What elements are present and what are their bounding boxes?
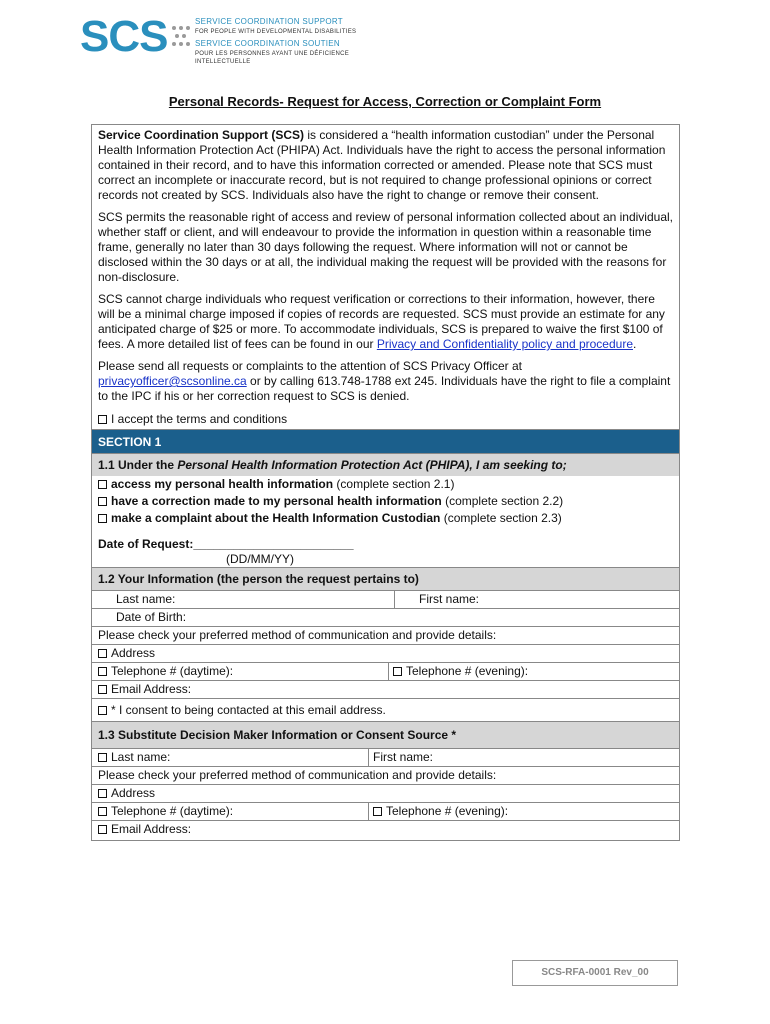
sdm-last-name-field[interactable] — [98, 749, 368, 766]
option-access-checkbox[interactable] — [98, 480, 107, 489]
option-correction[interactable] — [98, 493, 673, 510]
intro-p4-text: Please send all requests or complaints to the attention of SCS Privacy Officer at — [98, 359, 522, 373]
address-row[interactable] — [92, 644, 679, 662]
consent-label: * I consent to being contacted at this email address. — [111, 703, 386, 717]
section-1-3-header: 1.3 Substitute Decision Maker Information or Consent Source * — [92, 721, 679, 748]
s11-label: 1.1 Under the — [98, 458, 178, 472]
dob-field[interactable]: Date of Birth: — [92, 608, 679, 626]
tel-eve-checkbox[interactable] — [393, 667, 402, 676]
pref-method-label: Please check your preferred method of communication and provide details: — [92, 626, 679, 644]
tel-eve-label: Telephone # (evening): — [406, 664, 529, 678]
sdm-email-checkbox[interactable] — [98, 825, 107, 834]
sdm-last-name-label: Last name: — [111, 750, 171, 764]
telephone-row — [92, 662, 679, 680]
logo-line-3: SERVICE COORDINATION SOUTIEN — [195, 39, 341, 48]
sdm-tel-eve-checkbox[interactable] — [373, 807, 382, 816]
tel-day-field[interactable] — [98, 663, 388, 680]
accept-label: I accept the terms and conditions — [111, 412, 288, 426]
logo-line-4: POUR LES PERSONNES AYANT UNE DÉFICIENCE INTELLECTUELLE — [195, 51, 350, 65]
form-title: Personal Records- Request for Access, Correction or Complaint Form — [168, 94, 602, 109]
sdm-first-name-field[interactable]: First name: — [368, 749, 433, 766]
option-correction-label: have a correction made to my personal health information — [111, 494, 442, 508]
sdm-address-checkbox[interactable] — [98, 789, 107, 798]
email-label: Email Address: — [111, 682, 192, 696]
privacy-policy-link[interactable]: Privacy and Confidentiality policy and procedure — [376, 337, 633, 351]
intro-p1-text: is considered a “health information custodian” under the Personal Health Information Protection Act (PHIPA) Act. Individuals have the right to access the personal information contained in their record, and to have this information corrected or amended. Please note that SCS must correct an incomplete or inaccurate record, but is not required to change professional opinions or correct records not created by SCS. Individuals also have the right to change or remove their consent. — [98, 128, 666, 202]
name-row — [92, 590, 679, 608]
sdm-tel-day-label: Telephone # (daytime): — [111, 804, 234, 818]
privacy-email-link[interactable]: privacyofficer@scsonline.ca — [98, 374, 247, 388]
address-label: Address — [111, 646, 156, 660]
option-correction-checkbox[interactable] — [98, 497, 107, 506]
section-1-1-header — [92, 453, 679, 476]
s11-act: Personal Health Information Protection Act (PHIPA), I am seeking to; — [177, 458, 567, 472]
option-access-label: access my personal health information — [111, 477, 334, 491]
intro-paragraph-3 — [98, 292, 673, 352]
intro-paragraph-2: SCS permits the reasonable right of access and review of personal information collected about an individual, whether staff or client, and will endeavour to provide the information in question within a reasonable time frame, generally no later than 30 days following the request. Where information will not or cannot be disclosed within the 30 days or at all, the individual making the request will be provided with the reasons for non-disclosure. — [98, 210, 673, 284]
sdm-last-name-checkbox[interactable] — [98, 753, 107, 762]
intro-p3-text: SCS cannot charge individuals who request verification or corrections to their information, however, there will be a minimal charge imposed if copies of records are requested. SCS must provide an estimate for any anticipated charge of $25 or more. To accommodate individuals, SCS is prepared to waive the first $100 of fees. A more detailed list of fees can be found in our — [98, 292, 665, 351]
consent-row[interactable] — [92, 698, 679, 721]
tel-eve-field[interactable] — [388, 663, 528, 680]
sdm-name-row — [92, 748, 679, 766]
sdm-address-label: Address — [111, 786, 156, 800]
sdm-telephone-row — [92, 802, 679, 820]
scs-logo — [80, 14, 370, 64]
intro-p4-rest: or by calling 613.748-1788 ext 245. Individuals have the right to file a complaint to the IPC if his or her correction request to SCS is denied. — [98, 374, 671, 403]
accept-checkbox[interactable] — [98, 415, 107, 424]
address-checkbox[interactable] — [98, 649, 107, 658]
sdm-tel-eve-label: Telephone # (evening): — [386, 804, 509, 818]
sdm-email-label: Email Address: — [111, 822, 192, 836]
sdm-pref-label: Please check your preferred method of communication and provide details: — [92, 766, 679, 784]
sdm-tel-day-field[interactable] — [98, 803, 368, 820]
consent-checkbox[interactable] — [98, 706, 107, 715]
sdm-address-row[interactable] — [92, 784, 679, 802]
request-options — [92, 476, 679, 527]
date-of-request[interactable] — [92, 527, 679, 567]
email-row[interactable] — [92, 680, 679, 698]
first-name-field[interactable]: First name: — [394, 591, 479, 608]
section-1-header: SECTION 1 — [92, 429, 679, 453]
option-correction-note: (complete section 2.2) — [441, 494, 564, 508]
logo-line-2: FOR PEOPLE WITH DEVELOPMENTAL DISABILITIES — [195, 29, 357, 35]
option-access[interactable] — [98, 476, 673, 493]
sdm-tel-eve-field[interactable] — [368, 803, 508, 820]
intro-paragraph-1 — [98, 128, 673, 203]
date-label: Date of Request:________________________ — [98, 537, 354, 551]
option-complaint[interactable] — [98, 510, 673, 527]
intro-text — [92, 125, 679, 404]
intro-org-name: Service Coordination Support (SCS) — [98, 128, 305, 142]
option-complaint-label: make a complaint about the Health Information Custodian — [111, 511, 441, 525]
form-code-footer: SCS-RFA-0001 Rev_00 — [512, 960, 678, 986]
section-1-2-header: 1.2 Your Information (the person the request pertains to) — [92, 567, 679, 590]
logo-line-1: SERVICE COORDINATION SUPPORT — [195, 17, 343, 26]
option-access-note: (complete section 2.1) — [333, 477, 455, 491]
sdm-email-row[interactable] — [92, 820, 679, 840]
tel-day-label: Telephone # (daytime): — [111, 664, 234, 678]
logo-dots-icon — [170, 22, 192, 56]
option-complaint-note: (complete section 2.3) — [440, 511, 562, 525]
date-format: (DD/MM/YY) — [226, 552, 294, 566]
tel-day-checkbox[interactable] — [98, 667, 107, 676]
accept-terms[interactable] — [92, 411, 679, 429]
logo-mark: SCS — [80, 12, 168, 61]
sdm-tel-day-checkbox[interactable] — [98, 807, 107, 816]
request-form — [91, 124, 680, 841]
option-complaint-checkbox[interactable] — [98, 514, 107, 523]
last-name-field[interactable]: Last name: — [116, 592, 176, 606]
intro-p3-end: . — [633, 337, 637, 351]
email-checkbox[interactable] — [98, 685, 107, 694]
intro-paragraph-4 — [98, 359, 673, 404]
